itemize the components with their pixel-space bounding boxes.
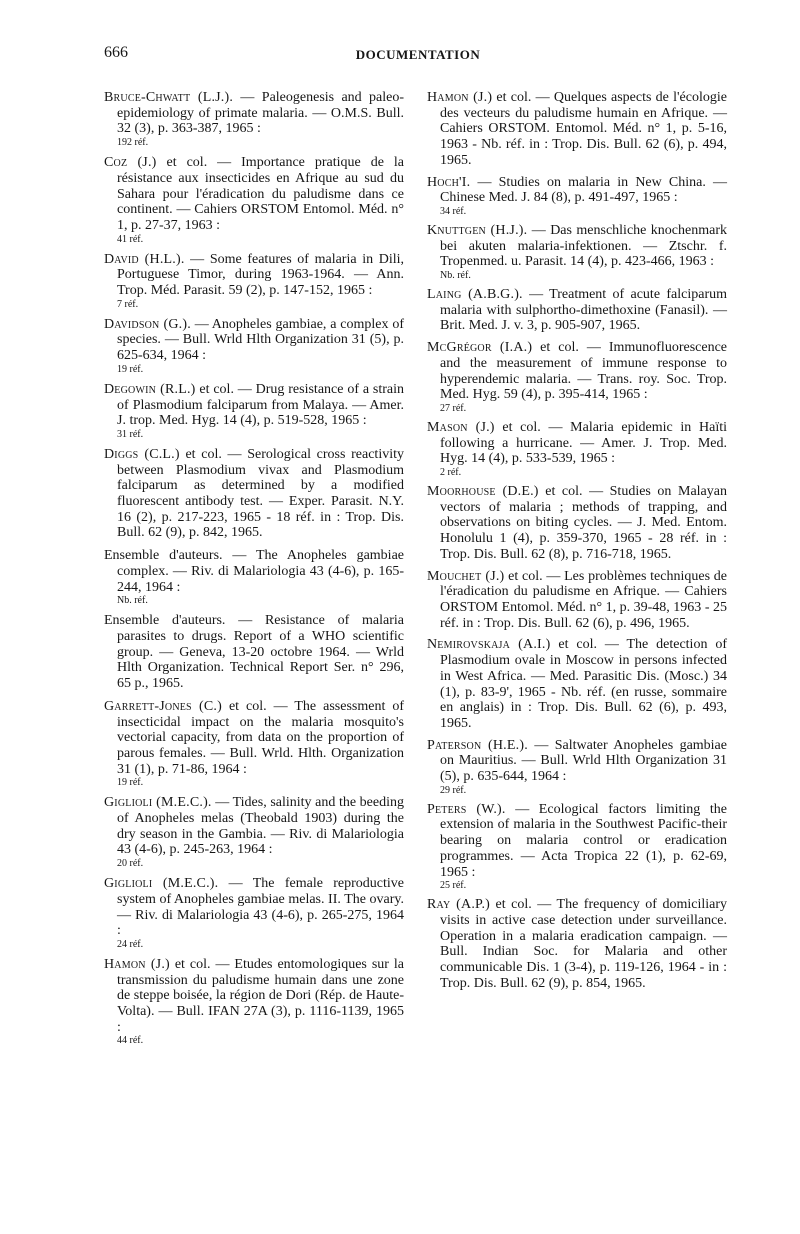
entry-reference-count: 7 réf. xyxy=(117,298,139,310)
entry-citation: — Anopheles gambiae, a complex of species. — Bull. Wrld Hlth Organization 31 (5), p. 625-634, 1964 : xyxy=(117,316,404,364)
bibliography-entry xyxy=(104,957,404,1047)
entry-citation: — The female reproductive system of Anopheles gambiae melas. II. The ovary. — Riv. di Malariologia 43 (4-6), p. 265-275, 1964 : xyxy=(117,876,405,939)
entry-author: Peters (W.). xyxy=(427,801,506,817)
bibliography-entry xyxy=(104,90,404,148)
bibliography-entry xyxy=(104,548,404,606)
entry-citation: et col. — The frequency of domiciliary visits in active case detection under surveillance. Operation in a malaria eradication campaign. — Bull. Indian Soc. for Malaria and other communicable Dis. 1 (3-4), p. 119-126, 1964 - in : Trop. Dis. Bull. 62 (9), p. 854, 1965. xyxy=(440,897,727,991)
bibliography-entry xyxy=(104,795,404,869)
bibliography-entry xyxy=(427,340,727,414)
entry-citation: — Treatment of acute falciparum malaria with sulphortho-dimethoxine (Fanasil). — Brit. Med. J. v. 3, p. 905-907, 1965. xyxy=(440,287,728,334)
bibliography-entry xyxy=(104,699,404,789)
entry-citation: — Paleogenesis and paleo-epidemiology of primate malaria. — O.M.S. Bull. 32 (3), p. 363-387, 1965 : xyxy=(117,90,405,137)
bibliography-entry xyxy=(427,484,727,563)
entry-author: Laing (A.B.G.). xyxy=(427,287,523,303)
entry-citation: et col. — The detection of Plasmodium ovale in Moscow in persons infected in West Africa. — Med. Parasitic Dis. (Mosc.) 34 (1), p. 83-9', 1965 - Nb. réf. (en russe, sommaire en anglais) in : Trop. Dis. Bull. 62 (6), p. 493, 1965. xyxy=(440,637,727,731)
entry-citation: — Das menschliche knochenmark bei akuten malaria-infektionen. — Ztschr. f. Tropenmed. u. Parasit. 14 (4), p. 423-466, 1963 : xyxy=(440,222,727,270)
left-column xyxy=(104,90,404,1053)
bibliography-entry xyxy=(104,317,404,375)
entry-reference-count: 34 réf. xyxy=(440,205,467,217)
entry-reference-count: 29 réf. xyxy=(440,784,467,796)
entry-author: Moorhouse (D.E.) xyxy=(427,484,539,500)
entry-reference-count: 19 réf. xyxy=(117,363,144,375)
entry-author: Garrett-Jones (C.) xyxy=(104,698,222,714)
entry-citation: et col. — Studies on Malayan vectors of malaria ; methods of trapping, and observations on biting cycles. — J. Med. Entom. Honolulu 1 (4), p. 359-370, 1965 - 28 réf. in : Trop. Dis. Bull. 62 (8), p. 716-718, 1965. xyxy=(440,484,727,562)
entry-author: Hamon (J.) xyxy=(104,956,170,972)
entry-citation: et col. — Drug resistance of a strain of Plasmodium falciparum from Malaya. — Amer. J. trop. Med. Hyg. 14 (4), p. 519-528, 1965 : xyxy=(117,381,405,429)
entry-reference-count: 24 réf. xyxy=(117,938,144,950)
bibliography-entry xyxy=(427,569,727,632)
entry-citation: et col. — The assessment of insecticidal impact on the malaria mosquito's vectorial capacity, from data on the proportion of parous females. — Bull. Wrld. Hlth. Organization 31 (1), p. 71-86, 1964 : xyxy=(117,698,404,777)
page-header xyxy=(104,44,732,68)
entry-author: Hoch'I. xyxy=(427,174,471,190)
bibliography-entry xyxy=(427,223,727,281)
entry-author: Coz (J.) xyxy=(104,155,157,171)
entry-reference-count: 192 réf. xyxy=(117,137,149,149)
entry-author: McGrégor (I.A.) xyxy=(427,340,533,356)
entry-citation: Ensemble d'auteurs. — The Anopheles gambiae complex. — Riv. di Malariologia 43 (4-6), p. 165-244, 1964 : xyxy=(104,548,404,595)
entry-author: Degowin (R.L.) xyxy=(104,381,196,397)
bibliography-entry xyxy=(104,613,404,692)
entry-reference-count: 25 réf. xyxy=(440,880,467,892)
entry-citation: et col. — Immunofluorescence and the measurement of immune response to hyperendemic malaria. — Trans. roy. Soc. Trop. Med. Hyg. 59 (4), p. 395-414, 1965 : xyxy=(440,340,727,403)
bibliography-entry xyxy=(427,90,727,169)
entry-reference-count: 31 réf. xyxy=(117,428,144,440)
entry-reference-count: 44 réf. xyxy=(117,1035,144,1047)
entry-author: Ray (A.P.) xyxy=(427,897,491,913)
bibliography-entry xyxy=(427,287,727,334)
right-column xyxy=(427,90,727,997)
entry-citation: — Saltwater Anopheles gambiae on Mauritius. — Bull. Wrld Hlth Organization 31 (5), p. 635-644, 1964 : xyxy=(440,737,727,785)
entry-author: Giglioli (M.E.C.). xyxy=(104,876,219,892)
entry-author: Giglioli (M.E.C.). xyxy=(104,795,212,811)
bibliography-entry xyxy=(104,447,404,541)
page-number: 666 xyxy=(104,44,128,61)
entry-citation: et col. — Etudes entomologiques sur la transmission du paludisme humain dans une zone de steppe boisée, la région de Dori (Rép. de Haute-Volta). — Bull. IFAN 27A (3), p. 1116-1139, 1965 : xyxy=(117,956,404,1035)
bibliography-entry xyxy=(104,876,404,950)
entry-author: Mouchet (J.) xyxy=(427,568,505,584)
entry-citation: et col. — Malaria epidemic in Haïti following a hurricane. — Amer. J. Trop. Med. Hyg. 14 (4), p. 533-539, 1965 : xyxy=(440,419,727,467)
entry-author: Davidson (G.). xyxy=(104,316,191,332)
entry-citation: et col. — Importance pratique de la résistance aux insecticides en Afrique au sud du Sahara pour l'éradication du paludisme dans ce continent. — Cahiers ORSTOM Entomol. Méd. n° 1, p. 27-37, 1963 : xyxy=(117,155,405,233)
entry-reference-count: 41 réf. xyxy=(117,233,144,245)
entry-author: Nemirovskaja (A.I.) xyxy=(427,637,551,653)
entry-citation: Ensemble d'auteurs. — Resistance of malaria parasites to drugs. Report of a WHO scientific group. — Geneva, 13-20 octobre 1964. — Wrld Hlth Organization. Technical Report Ser. n° 296, 65 p., 1965. xyxy=(104,613,404,692)
bibliography-entry xyxy=(104,155,404,245)
entry-citation: — Studies on malaria in New China. — Chinese Med. J. 84 (8), p. 491-497, 1965 : xyxy=(440,174,727,206)
entry-citation: — Ecological factors limiting the extension of malaria in the Southwest Pacific-their bearing on malaria control or eradication programmes. — Acta Tropica 22 (1), p. 62-69, 1965 : xyxy=(440,801,727,880)
entry-citation: — Tides, salinity and the beeding of Anopheles melas (Theobald 1903) during the dry season in the Gambia. — Riv. di Malariologia 43 (4-6), p. 245-263, 1964 : xyxy=(117,795,404,858)
bibliography-entry xyxy=(427,802,727,892)
bibliography-entry xyxy=(427,175,727,217)
running-title: DOCUMENTATION xyxy=(355,47,481,62)
entry-author: Paterson (H.E.). xyxy=(427,737,528,753)
entry-author: Diggs (C.L.) xyxy=(104,446,180,462)
entry-author: Mason (J.) xyxy=(427,419,495,435)
bibliography-entry xyxy=(427,420,727,478)
entry-citation: et col. — Quelques aspects de l'écologie des vecteurs du paludisme humain en Afrique. — Cahiers ORSTOM. Entomol. Méd. n° 1, p. 5-16, 1963 - Nb. réf. in : Trop. Dis. Bull. 62 (6), p. 494, 1965. xyxy=(440,90,727,168)
bibliography-entry xyxy=(104,252,404,310)
entry-author: Bruce-Chwatt (L.J.). xyxy=(104,90,234,105)
entry-reference-count: 27 réf. xyxy=(440,402,467,414)
bibliography-entry xyxy=(427,637,727,731)
entry-author: Knuttgen (H.J.). xyxy=(427,222,528,238)
entry-citation: — Some features of malaria in Dili, Portuguese Timor, during 1963-1964. — Ann. Trop. Méd. Parasit. 59 (2), p. 147-152, 1965 : xyxy=(117,251,405,299)
entry-reference-count: 2 réf. xyxy=(440,467,462,479)
entry-reference-count: 20 réf. xyxy=(117,858,144,870)
entry-reference-count: Nb. réf. xyxy=(440,270,471,282)
entry-author: Hamon (J.) xyxy=(427,90,493,105)
bibliography-entry xyxy=(427,738,727,796)
bibliography-entry xyxy=(104,382,404,440)
bibliography-entry xyxy=(427,897,727,991)
entry-reference-count: Nb. réf. xyxy=(117,595,148,607)
entry-author: David (H.L.). xyxy=(104,251,185,267)
entry-citation: et col. — Serological cross reactivity between Plasmodium vivax and Plasmodium falciparum as determined by a modified fluorescent antibody test. — Exper. Parasit. N.Y. 16 (2), p. 217-223, 1965 - 18 réf. in : Trop. Dis. Bull. 62 (9), p. 842, 1965. xyxy=(117,446,404,541)
entry-reference-count: 19 réf. xyxy=(117,777,144,789)
entry-citation: et col. — Les problèmes techniques de l'éradication du paludisme en Afrique. — Cahiers ORSTOM Entomol. Méd. n° 1, p. 39-48, 1963 - 25 réf. in : Trop. Dis. Bull. 62 (6), p. 496, 1965. xyxy=(440,568,727,631)
